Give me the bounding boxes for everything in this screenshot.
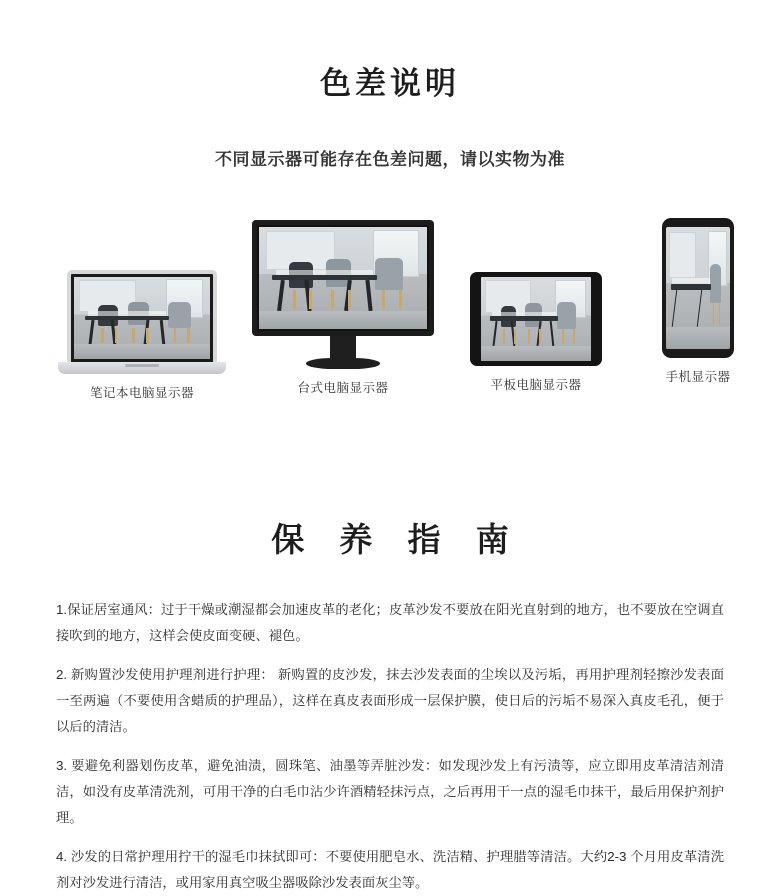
color-difference-subtitle: 不同显示器可能存在色差问题，请以实物为准 [215,150,565,169]
care-guide-title: 保 养 指 南 [271,521,522,558]
device-laptop [58,270,226,401]
tablet-screen [470,272,602,366]
care-guide-list [56,597,724,896]
monitor-foot [306,358,380,369]
furniture-photo [259,227,427,329]
device-tablet [470,272,602,393]
device-caption-laptop: 笔记本电脑显示器 [89,386,194,400]
care-item: 2. 新购置沙发使用护理剂进行护理： 新购置的皮沙发，抹去沙发表面的尘埃以及污垢，再用护理剂轻擦沙发表面一至两遍（不要使用含蜡质的护理品），这样在真皮表面形成一层保护膜，使日后的污垢不易深入真皮毛孔，便于以后的清洁。 [56,667,724,734]
desktop-screen [252,220,434,336]
laptop-base [58,362,226,374]
device-caption-phone: 手机显示器 [665,370,731,384]
color-difference-section [0,0,780,418]
laptop-screen [67,270,217,362]
furniture-photo [481,277,591,361]
monitor-neck [330,336,356,358]
care-item: 3. 要避免利器划伤皮革，避免油渍，圆珠笔、油墨等弄脏沙发：如发现沙发上有污渍等，应立即用皮革清洁剂清洁，如没有皮革清洗剂，可用干净的白毛巾沾少许酒精轻抹污点，之后再用干一点的湿毛巾抹干，最后用保护剂护理。 [56,758,724,826]
device-phone [662,218,734,385]
furniture-photo [666,227,730,349]
device-caption-desktop: 台式电脑显示器 [297,381,389,395]
furniture-photo [74,277,210,359]
care-guide-section [0,514,780,896]
phone-screen [662,218,734,358]
care-item: 1.保证居室通风：过于干燥或潮湿都会加速皮革的老化；皮革沙发不要放在阳光直射到的地方，也不要放在空调直接吹到的地方，这样会使皮面变硬、褪色。 [56,602,724,643]
device-desktop [252,220,434,396]
device-caption-tablet: 平板电脑显示器 [490,378,582,392]
device-row [0,218,780,418]
page-title: 色差说明 [320,66,460,101]
care-item: 4. 沙发的日常护理用拧干的湿毛巾抹拭即可：不要使用肥皂水、洗洁精、护理腊等清洁。大约2-3 个月用皮革清洗剂对沙发进行清洁，或用家用真空吸尘器吸除沙发表面灰尘等。 [56,849,724,891]
